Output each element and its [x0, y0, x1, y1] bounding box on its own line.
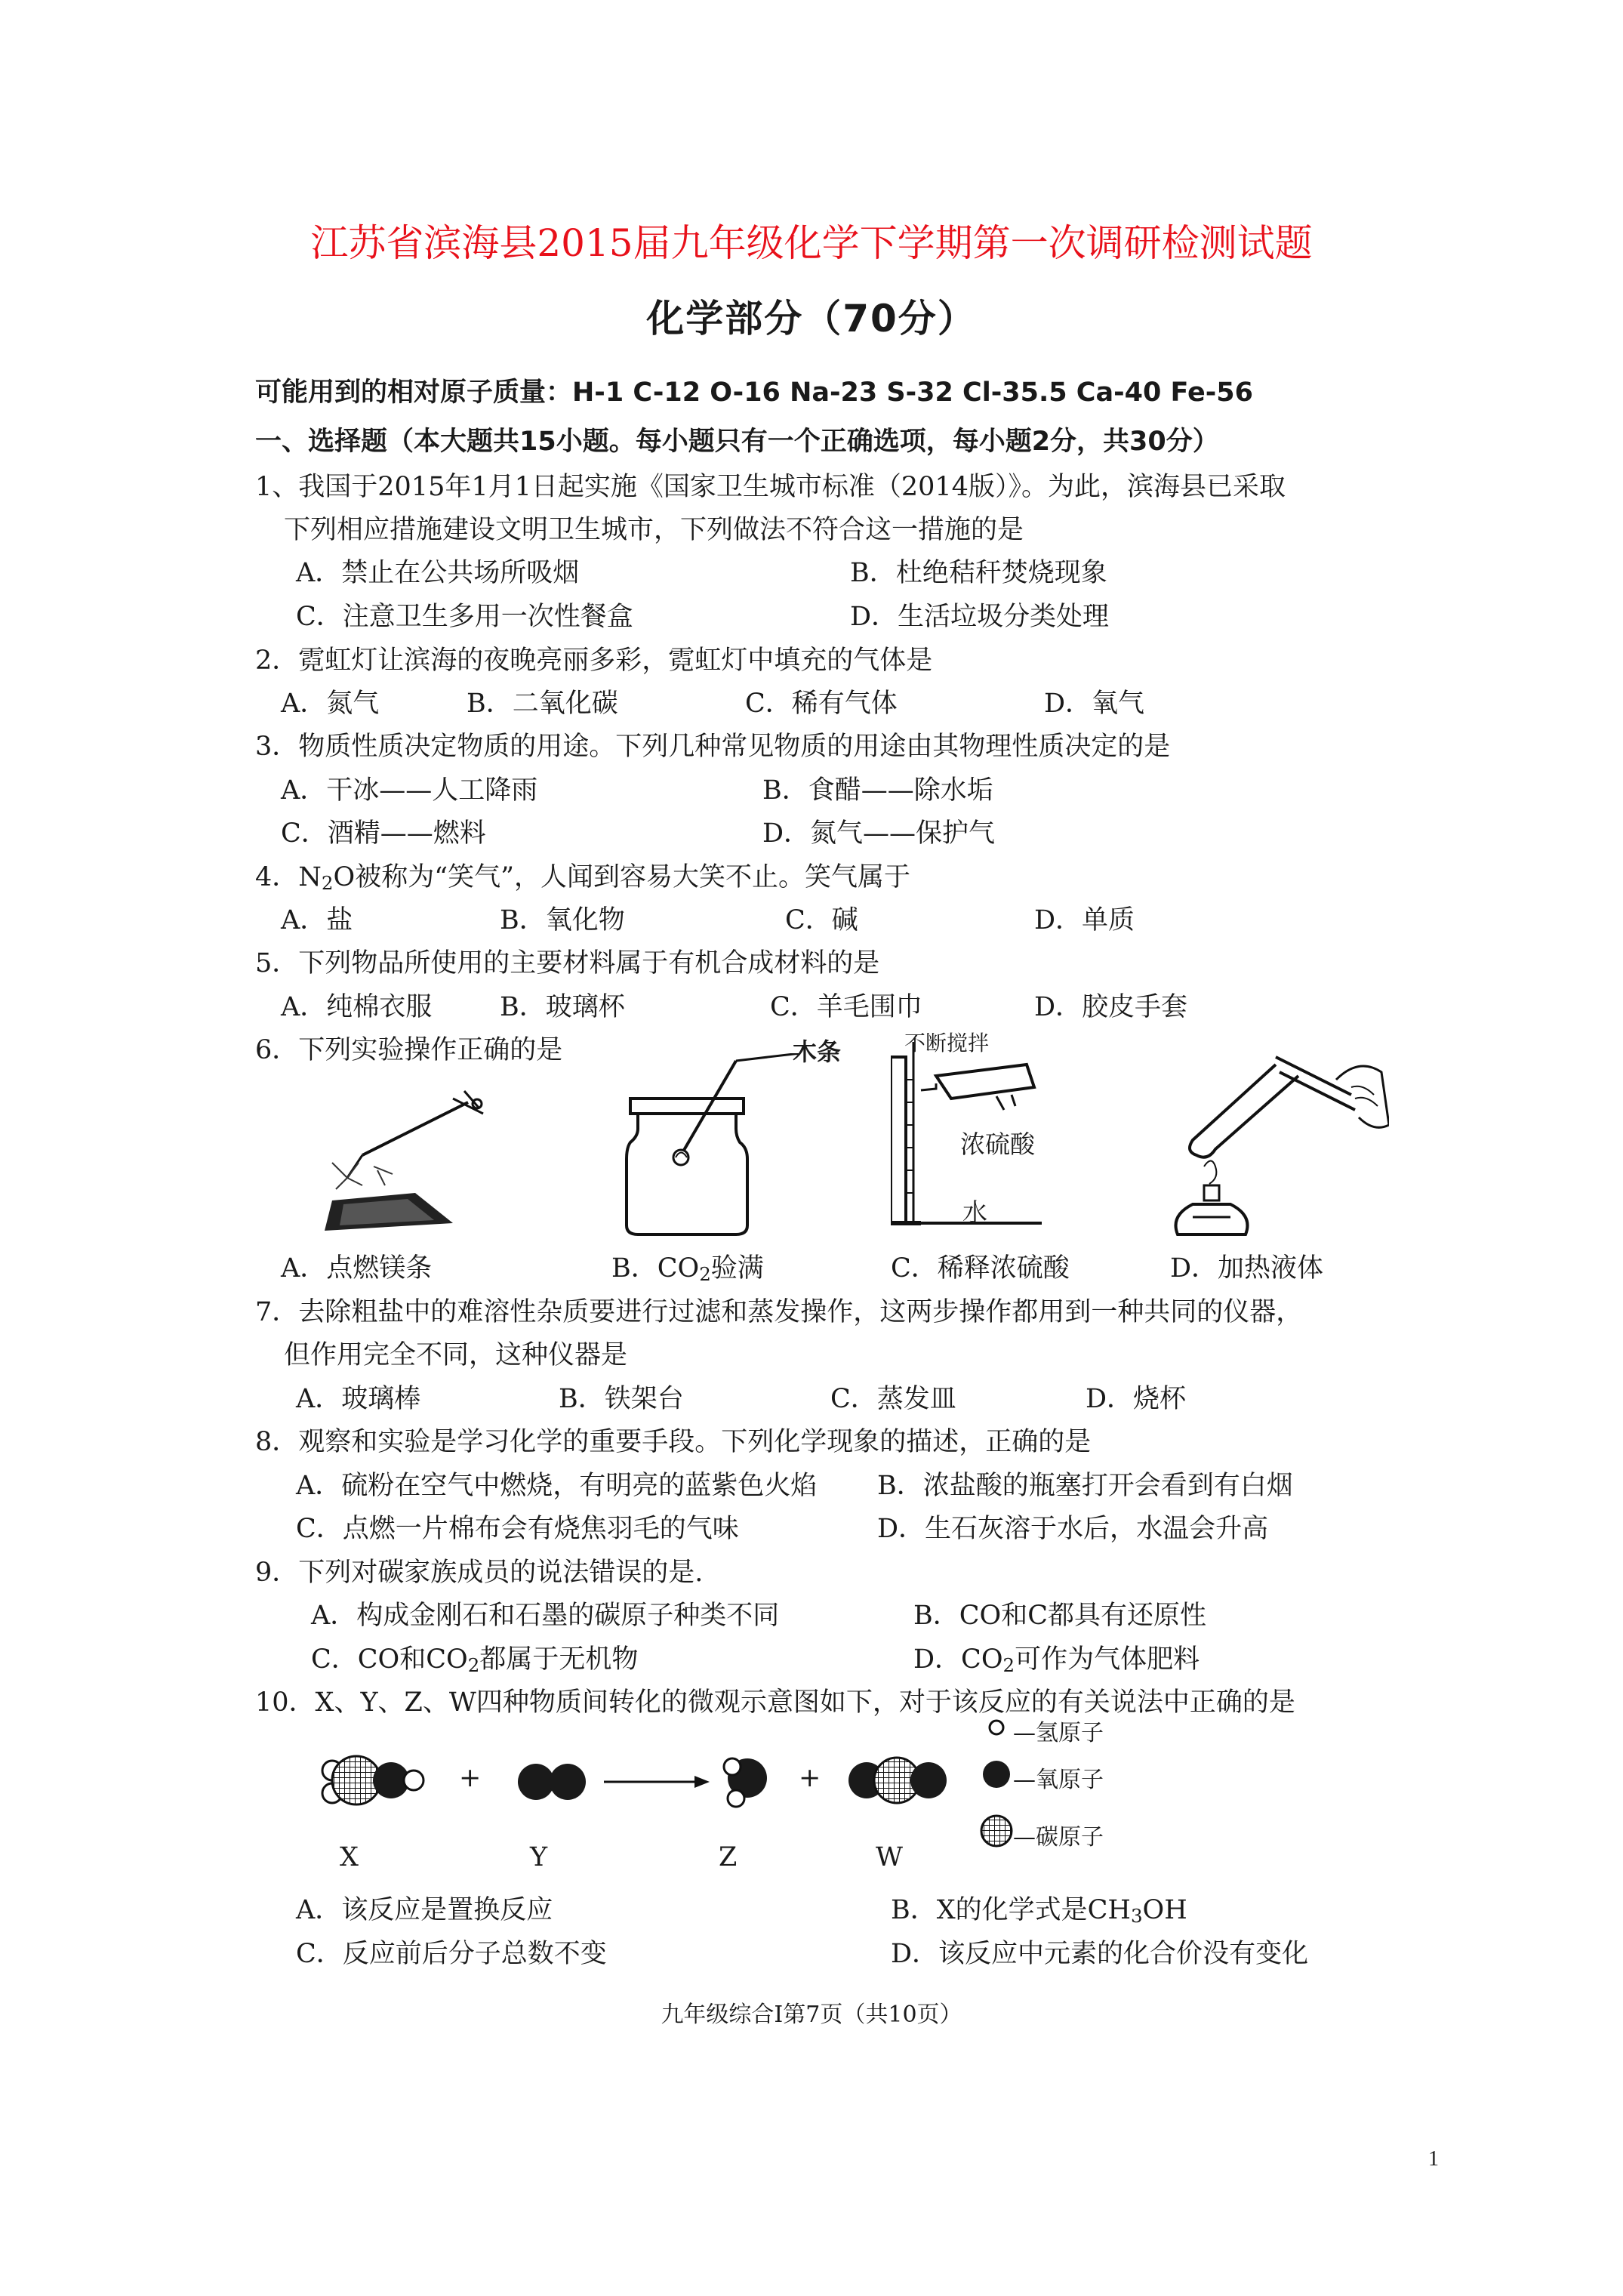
q10-option-d: D．该反应中元素的化合价没有变化 [891, 1939, 1309, 1969]
legend-oxygen: —氧原子 [1013, 1767, 1104, 1793]
q5-stem: 5．下列物品所使用的主要材料属于有机合成材料的是 [255, 948, 880, 978]
label-x: X [340, 1842, 359, 1872]
q4-option-b: B．氧化物 [500, 905, 625, 935]
figure-heat-liquid [1163, 1042, 1389, 1246]
q4-stem: 4．$N_2O$被称为“笑气”，人闻到容易大笑不止。笑气属于 [255, 862, 910, 894]
q2-option-c: C．稀有气体 [745, 689, 898, 719]
section-heading: 一、选择题（本大题共15小题。每小题只有一个正确选项，每小题2分，共30分） [255, 427, 1219, 457]
plus-sign-2: + [799, 1763, 821, 1793]
atomic-masses: 可能用到的相对原子质量：H-1 C-12 O-16 Na-23 S-32 Cl-35.5 Ca-40 Fe-56 [255, 378, 1253, 408]
q9-stem: 9．下列对碳家族成员的说法错误的是. [255, 1558, 704, 1588]
figure-co2-test [623, 1053, 819, 1242]
q6-option-b: B．$CO_2$验满 [611, 1253, 764, 1285]
q9-option-b: B．CO和C都具有还原性 [913, 1601, 1206, 1631]
figure-burn-magnesium [302, 1072, 498, 1238]
q1-option-b: B．杜绝秸秆焚烧现象 [850, 558, 1107, 588]
label-z: Z [719, 1842, 738, 1872]
q6-option-c: C．稀释浓硫酸 [891, 1253, 1070, 1284]
label-water: 水 [962, 1197, 987, 1227]
q7-stem-line2: 但作用完全不同，这种仪器是 [284, 1340, 628, 1370]
q10-option-a: A．该反应是置换反应 [296, 1895, 553, 1925]
q1-option-d: D．生活垃圾分类处理 [850, 602, 1110, 632]
q8-option-b: B．浓盐酸的瓶塞打开会看到有白烟 [877, 1471, 1293, 1501]
q4-option-a: A．盐 [281, 905, 353, 935]
q7-option-c: C．蒸发皿 [830, 1384, 956, 1414]
label-wooden-stick: 木条 [793, 1037, 842, 1066]
molecule-x [322, 1756, 423, 1804]
q2-stem: 2．霓虹灯让滨海的夜晚亮丽多彩，霓虹灯中填充的气体是 [255, 646, 933, 676]
section-subtitle: 化学部分（70分） [646, 297, 977, 341]
q3-option-b: B．食醋——除水垢 [762, 775, 993, 806]
q2-option-d: D．氧气 [1044, 689, 1145, 719]
q3-option-a: A．干冰——人工降雨 [281, 775, 538, 806]
q8-stem: 8．观察和实验是学习化学的重要手段。下列化学现象的描述，正确的是 [255, 1427, 1092, 1457]
q3-option-d: D．氮气——保护气 [762, 818, 996, 849]
q4-option-d: D．单质 [1034, 905, 1135, 935]
q1-option-a: A．禁止在公共场所吸烟 [296, 558, 580, 588]
q5-option-c: C．羊毛围巾 [770, 992, 922, 1022]
q2-option-b: B．二氧化碳 [467, 689, 618, 719]
q9-option-a: A．构成金刚石和石墨的碳原子种类不同 [311, 1601, 780, 1631]
q7-option-a: A．玻璃棒 [296, 1384, 421, 1414]
q3-option-c: C．酒精——燃料 [281, 818, 486, 849]
q6-option-d: D．加热液体 [1170, 1253, 1324, 1284]
q1-stem-line2: 下列相应措施建设文明卫生城市，下列做法不符合这一措施的是 [284, 515, 1024, 545]
label-keep-stirring: 不断搅拌 [904, 1031, 990, 1056]
q1-stem-line1: 1、我国于2015年1月1日起实施《国家卫生城市标准（2014版）》。为此，滨海县已采取 [255, 472, 1286, 502]
q9-option-d: D．$CO_2$可作为气体肥料 [913, 1644, 1200, 1676]
q4-option-c: C．碱 [785, 905, 858, 935]
label-w: W [876, 1842, 903, 1872]
q7-stem-line1: 7．去除粗盐中的难溶性杂质要进行过滤和蒸发操作，这两步操作都用到一种共同的仪器， [255, 1297, 1303, 1327]
q1-option-c: C．注意卫生多用一次性餐盒 [296, 602, 633, 632]
q9-option-c: C．CO和$CO_2$都属于无机物 [311, 1644, 639, 1676]
legend-hydrogen: —氢原子 [1013, 1720, 1104, 1746]
molecule-z [724, 1758, 767, 1807]
q3-stem: 3．物质性质决定物质的用途。下列几种常见物质的用途由其物理性质决定的是 [255, 732, 1171, 762]
q8-option-d: D．生石灰溶于水后，水温会升高 [877, 1514, 1269, 1544]
reaction-diagram [302, 1714, 1344, 1865]
legend [981, 1721, 1012, 1846]
q10-stem: 10．X、Y、Z、W四种物质间转化的微观示意图如下，对于该反应的有关说法中正确的是 [255, 1687, 1295, 1718]
q7-option-d: D．烧杯 [1086, 1384, 1187, 1414]
page-number: 1 [1428, 2147, 1439, 2171]
q8-option-c: C．点燃一片棉布会有烧焦羽毛的气味 [296, 1514, 739, 1544]
label-y: Y [530, 1842, 548, 1872]
q5-option-b: B．玻璃杯 [500, 992, 625, 1022]
q5-option-a: A．纯棉衣服 [281, 992, 433, 1022]
plus-sign-1: + [459, 1763, 482, 1793]
q8-option-a: A．硫粉在空气中燃烧，有明亮的蓝紫色火焰 [296, 1471, 818, 1501]
label-conc-sulfuric-acid: 浓硫酸 [960, 1130, 1035, 1159]
q7-option-b: B．铁架台 [559, 1384, 684, 1414]
legend-carbon: —碳原子 [1013, 1824, 1104, 1851]
q6-stem: 6．下列实验操作正确的是 [255, 1035, 563, 1065]
molecule-y [518, 1764, 586, 1800]
q10-option-c: C．反应前后分子总数不变 [296, 1939, 607, 1969]
q2-option-a: A．氮气 [281, 689, 380, 719]
q6-option-a: A．点燃镁条 [281, 1253, 433, 1284]
document-title: 江苏省滨海县2015届九年级化学下学期第一次调研检测试题 [310, 221, 1313, 265]
q10-option-b: B．X的化学式是$CH_3OH$ [891, 1895, 1187, 1927]
page-footer: 九年级综合Ⅰ第7页（共10页） [661, 2002, 962, 2028]
molecule-w [848, 1758, 947, 1803]
q5-option-d: D．胶皮手套 [1034, 992, 1188, 1022]
